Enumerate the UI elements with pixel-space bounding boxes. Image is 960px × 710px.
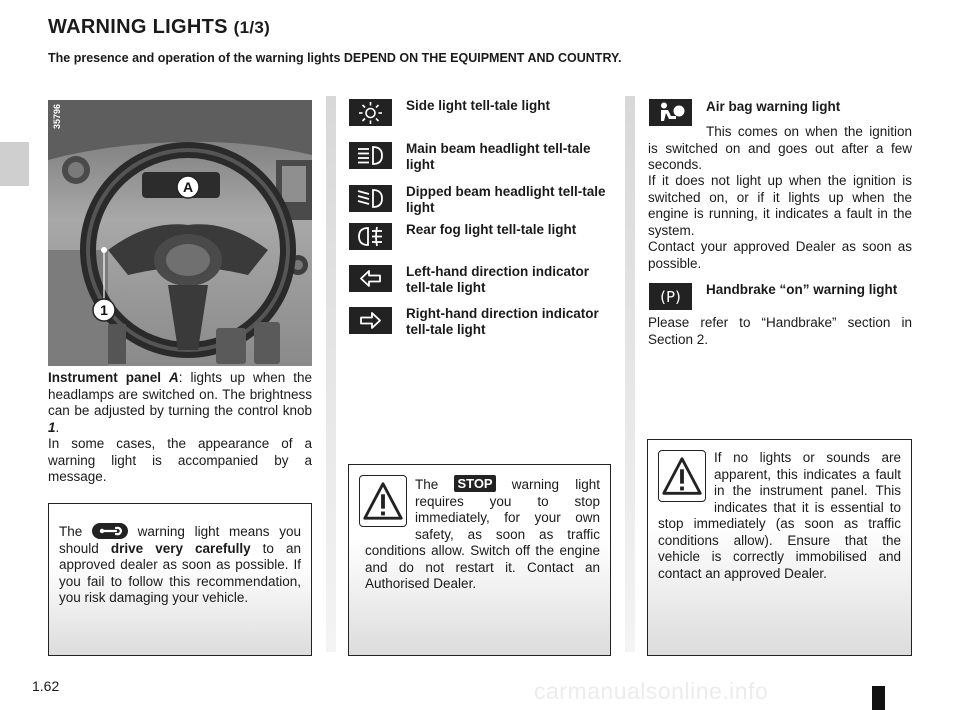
warning-triangle-icon (658, 450, 706, 502)
main-beam-icon (349, 142, 392, 169)
drive-carefully-box (48, 503, 312, 656)
list-item-label: Side light tell-tale light (406, 98, 551, 113)
instrument-panel-body: : lights up when the headlamps are switched on. The brightness can be adjusted by turning the control knob (48, 370, 312, 418)
page-number: 1.62 (32, 678, 60, 694)
handbrake-icon (649, 283, 692, 310)
column-divider (625, 96, 635, 652)
control-knob-ref: 1 (48, 419, 56, 435)
watermark: carmanualsonline.info (534, 678, 769, 704)
handbrake-icon-glyph: (P) (660, 287, 681, 306)
stop-warning-box (348, 464, 611, 656)
list-item-label: Dipped beam headlight tell-tale light (406, 184, 606, 215)
airbag-title: Air bag warning light (706, 99, 841, 114)
airbag-text-2: If it does not light up when the ignition is switched on, or if it lights up when the engine is running, it indicates a fault in the system. (648, 173, 912, 238)
dipped-beam-icon (349, 185, 392, 212)
instrument-fault-box (647, 439, 912, 656)
airbag-text-3: Contact your approved Dealer as soon as possible. (648, 239, 912, 271)
handbrake-text: Please refer to “Handbrake” section in Section 2. (648, 315, 912, 347)
instrument-panel-text (48, 370, 312, 486)
stop-icon: STOP (454, 475, 495, 492)
box1-emph: drive very carefully (110, 540, 251, 556)
box1-emph-pre: warning light means you should (59, 524, 301, 556)
wrench-icon (92, 523, 128, 539)
box1-pre: The (59, 524, 92, 539)
instrument-panel-lead: Instrument panel (48, 370, 169, 385)
instrument-panel-end: . (55, 419, 60, 435)
message-note: In some cases, the appearance of a warning light is accompanied by a message. (48, 436, 312, 484)
page-title-text: WARNING LIGHTS (48, 16, 228, 38)
box2-pre: The (415, 477, 455, 492)
side-light-icon (349, 99, 392, 126)
page-title (48, 16, 270, 39)
handbrake-title: Handbrake “on” warning light (706, 282, 898, 297)
left-indicator-icon (349, 265, 392, 292)
warning-triangle-icon (359, 475, 407, 527)
column-divider (326, 96, 336, 652)
page-subtitle: The presence and operation of the warning lights DEPEND ON THE EQUIPMENT AND COUNTRY. (48, 51, 622, 65)
airbag-icon (649, 99, 692, 126)
list-item-label: Main beam headlight tell-tale light (406, 141, 591, 172)
figure-reference: 35796 (52, 104, 62, 130)
airbag-text: This comes on when the ignition is switched on and goes out after a few seconds. (648, 124, 912, 172)
instrument-panel-ref: A (168, 370, 179, 385)
box2-post: warning light requires you to stop immediately, for your own safety, as soon as traffic conditions allow. Switch off the engine and do not restart it. Contact an Authorised Dealer. (365, 477, 600, 591)
dashboard-photo (48, 100, 312, 366)
list-item-label: Rear fog light tell-tale light (406, 222, 577, 237)
label-1: 1 (100, 302, 108, 318)
page-title-part: (1/3) (233, 18, 271, 37)
box3-text: If no lights or sounds are apparent, this indicates a fault in the instrument panel. This indicates that it is essential to stop immediately (as soon as traffic conditions allow). Ensure that the vehicle is correctly immobilised and contact an approved Dealer. (658, 450, 901, 581)
corner-mark (872, 686, 885, 710)
rear-fog-icon (349, 223, 392, 250)
list-item-label: Right-hand direction indicator tell-tale light (406, 306, 599, 337)
label-a: A (182, 179, 194, 195)
right-indicator-icon (349, 307, 392, 334)
box1-post: to an approved dealer as soon as possible. If you fail to follow this recommendation, you risk damaging your vehicle. (59, 540, 301, 605)
section-tab (0, 142, 29, 186)
list-item-label: Left-hand direction indicator tell-tale light (406, 264, 590, 295)
